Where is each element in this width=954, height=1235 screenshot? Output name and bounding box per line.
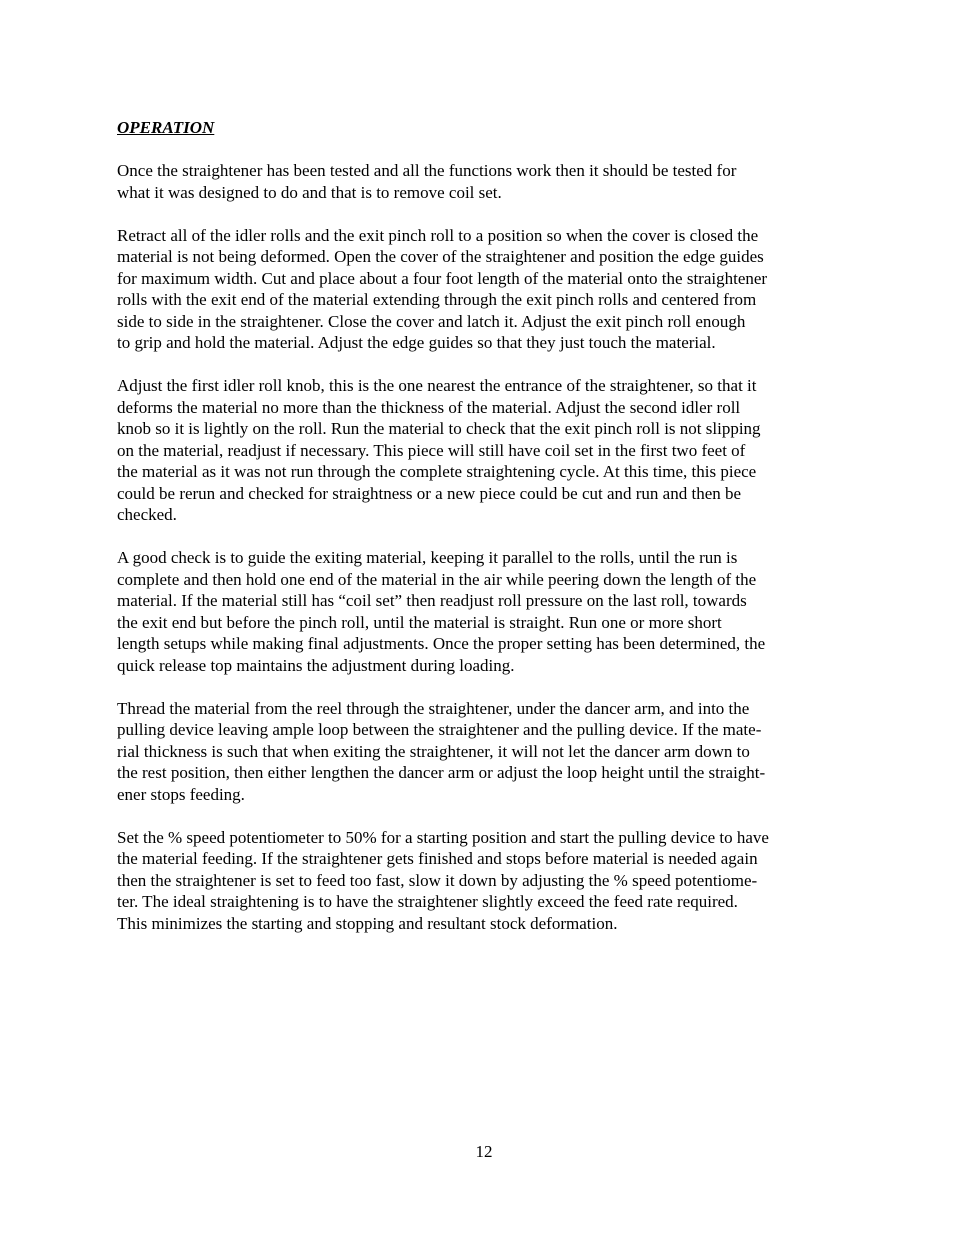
paragraph-line: side to side in the straightener. Close the cover and latch it. Adjust the exit pinch roll enough	[117, 311, 746, 331]
paragraph-line: rolls with the exit end of the material extending through the exit pinch rolls and centered from	[117, 290, 757, 309]
section-heading: OPERATION	[117, 118, 215, 137]
paragraph-line: could be rerun and checked for straightness or a new piece could be cut and run and then be	[117, 483, 742, 503]
paragraph-line: Set the % speed potentiometer to 50% for a starting position and start the pulling device to have	[117, 827, 769, 847]
paragraph-line: quick release top maintains the adjustment during loading.	[117, 655, 515, 675]
paragraph-line: material is not being deformed. Open the cover of the straightener and position the edge guides	[117, 247, 764, 266]
paragraph-line: ter. The ideal straightening is to have the straightener slightly exceed the feed rate required.	[117, 892, 738, 911]
paragraph-line: deforms the material no more than the thickness of the material. Adjust the second idler roll	[117, 397, 741, 417]
paragraph-list	[117, 160, 841, 934]
paragraph-line: Once the straightener has been tested and all the functions work then it should be tested for	[117, 161, 737, 180]
paragraph-line: what it was designed to do and that is to remove coil set.	[117, 182, 502, 202]
paragraph-line: complete and then hold one end of the material in the air while peering down the length of the	[117, 569, 757, 589]
body-paragraph	[117, 698, 841, 806]
body-paragraph	[117, 827, 841, 935]
paragraph-line: material. If the material still has “coil set” then readjust roll pressure on the last roll, towards	[117, 591, 747, 610]
body-paragraph	[117, 160, 841, 203]
body-paragraph	[117, 547, 841, 676]
paragraph-line: then the straightener is set to feed too fast, slow it down by adjusting the % speed potentiome-	[117, 870, 758, 890]
paragraph-line: knob so it is lightly on the roll. Run the material to check that the exit pinch roll is not slipping	[117, 419, 761, 438]
paragraph-line: on the material, readjust if necessary. This piece will still have coil set in the first two feet of	[117, 440, 746, 460]
paragraph-line: the material feeding. If the straightener gets finished and stops before material is needed again	[117, 849, 758, 868]
paragraph-line: the rest position, then either lengthen the dancer arm or adjust the loop height until the straight-	[117, 763, 766, 782]
paragraph-line: This minimizes the starting and stopping and resultant stock deformation.	[117, 913, 618, 933]
page-content	[117, 117, 841, 956]
paragraph-line: the material as it was not run through the complete straightening cycle. At this time, this piece	[117, 462, 757, 481]
page-number: 12	[475, 1142, 493, 1161]
body-paragraph	[117, 225, 841, 354]
paragraph-line: rial thickness is such that when exiting the straightener, it will not let the dancer arm down to	[117, 741, 750, 761]
paragraph-line: the exit end but before the pinch roll, until the material is straight. Run one or more short	[117, 612, 722, 632]
paragraph-line: Adjust the first idler roll knob, this is the one nearest the entrance of the straightener, so that it	[117, 376, 757, 395]
paragraph-line: for maximum width. Cut and place about a four foot length of the material onto the straightener	[117, 268, 768, 288]
paragraph-line: checked.	[117, 505, 177, 524]
paragraph-line: length setups while making final adjustments. Once the proper setting has been determined, the	[117, 634, 766, 653]
paragraph-line: pulling device leaving ample loop between the straightener and the pulling device. If the mate-	[117, 720, 762, 739]
body-paragraph	[117, 375, 841, 526]
paragraph-line: A good check is to guide the exiting material, keeping it parallel to the rolls, until the run is	[117, 548, 738, 567]
paragraph-line: Thread the material from the reel through the straightener, under the dancer arm, and into the	[117, 698, 750, 718]
paragraph-line: ener stops feeding.	[117, 784, 245, 804]
paragraph-line: to grip and hold the material. Adjust the edge guides so that they just touch the material.	[117, 333, 716, 352]
paragraph-line: Retract all of the idler rolls and the exit pinch roll to a position so when the cover is closed the	[117, 225, 759, 245]
